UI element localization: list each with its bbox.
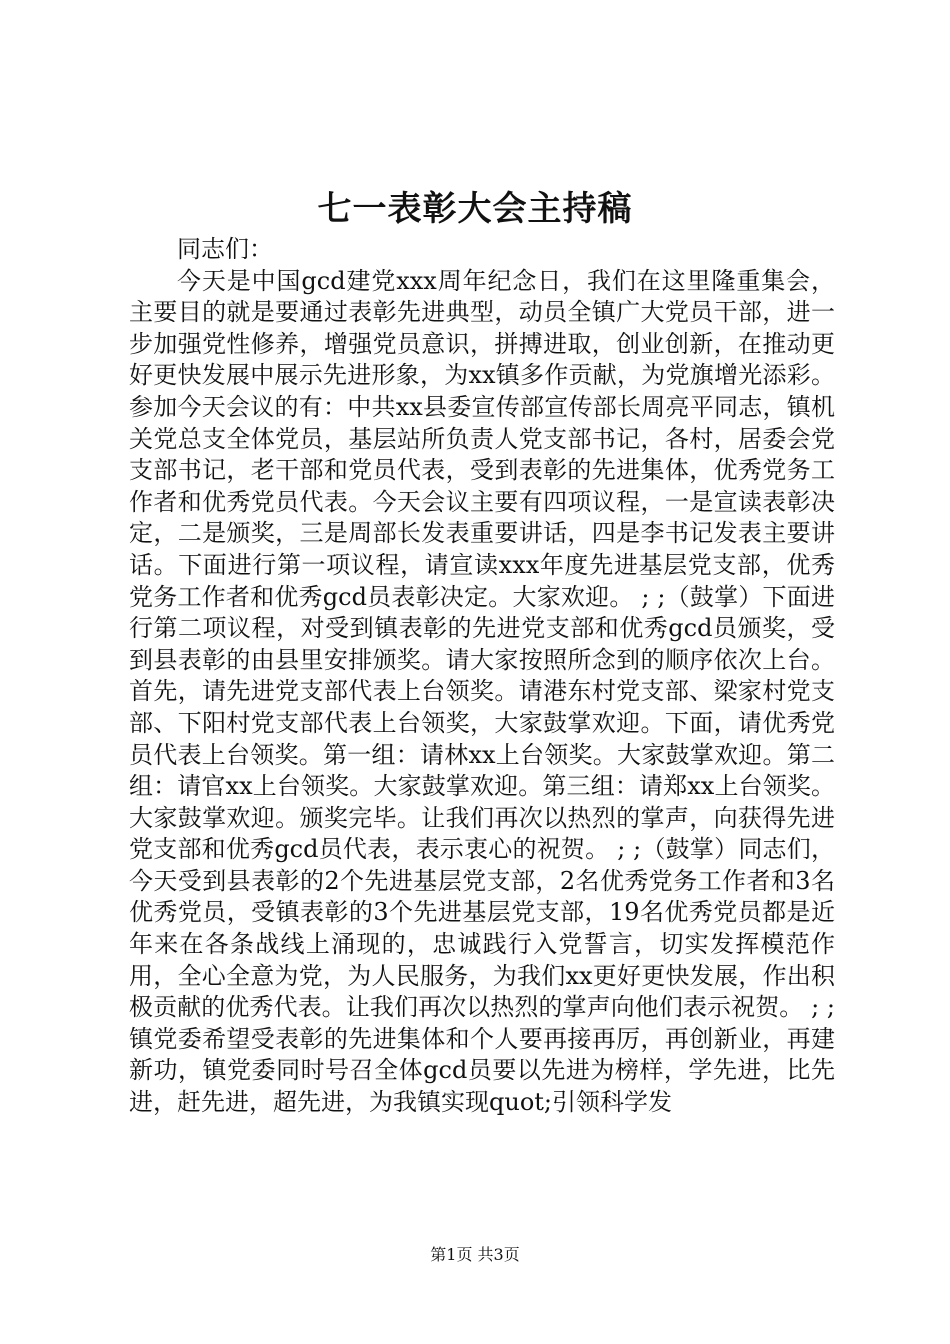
page-indicator: 第1页 共3页 [430,1245,520,1264]
body-paragraph: 今天是中国gcd建党xxx周年纪念日，我们在这里隆重集会，主要目的就是要通过表彰先进典型，动员全镇广大党员干部，进一步加强党性修养，增强党员意识，拼搏进取，创业创新，在推动更好更快发展中展示先进形象，为xx镇多作贡献，为党旗增光添彩。参加今天会议的有：中共xx县委宣传部宣传部长周亮平同志，镇机关党总支全体党员，基层站所负责人党支部书记，各村，居委会党支部书记，老干部和党员代表，受到表彰的先进集体，优秀党务工作者和优秀党员代表。今天会议主要有四项议程，一是宣读表彰决定，二是颁奖，三是周部长发表重要讲话，四是李书记发表主要讲话。下面进行第一项议程，请宣读xxx年度先进基层党支部，优秀党务工作者和优秀gcd员表彰决定。大家欢迎。 ; ;（鼓掌）下面进行第二项议程，对受到镇表彰的先进党支部和优秀gcd员颁奖，受到县表彰的由县里安排颁奖。请大家按照所念到的顺序依次上台。首先，请先进党支部代表上台领奖。请港东村党支部、梁家村党支部、下阳村党支部代表上台领奖，大家鼓掌欢迎。下面，请优秀党员代表上台领奖。第一组：请林xx上台领奖。大家鼓掌欢迎。第二组：请官xx上台领奖。大家鼓掌欢迎。第三组：请郑xx上台领奖。大家鼓掌欢迎。颁奖完毕。让我们再次以热烈的掌声，向获得先进党支部和优秀gcd员代表，表示衷心的祝贺。 ; ;（鼓掌）同志们，今天受到县表彰的2个先进基层党支部，2名优秀党务工作者和3名优秀党员，受镇表彰的3个先进基层党支部，19名优秀党员都是近年来在各条战线上涌现的，忠诚践行入党誓言，切实发挥模范作用，全心全意为党，为人民服务，为我们xx更好更快发展，作出积极贡献的优秀代表。让我们再次以热烈的掌声向他们表示祝贺。 ; ;镇党委希望受表彰的先进集体和个人要再接再厉，再创新业，再建新功，镇党委同时号召全体gcd员要以先进为榜样，学先进，比先进，赶先进，超先进，为我镇实现quot;引领科学发 [129,266,835,1117]
document-body [129,234,835,1119]
page-title: 七一表彰大会主持稿 [317,189,633,229]
salutation: 同志们： [177,235,273,263]
